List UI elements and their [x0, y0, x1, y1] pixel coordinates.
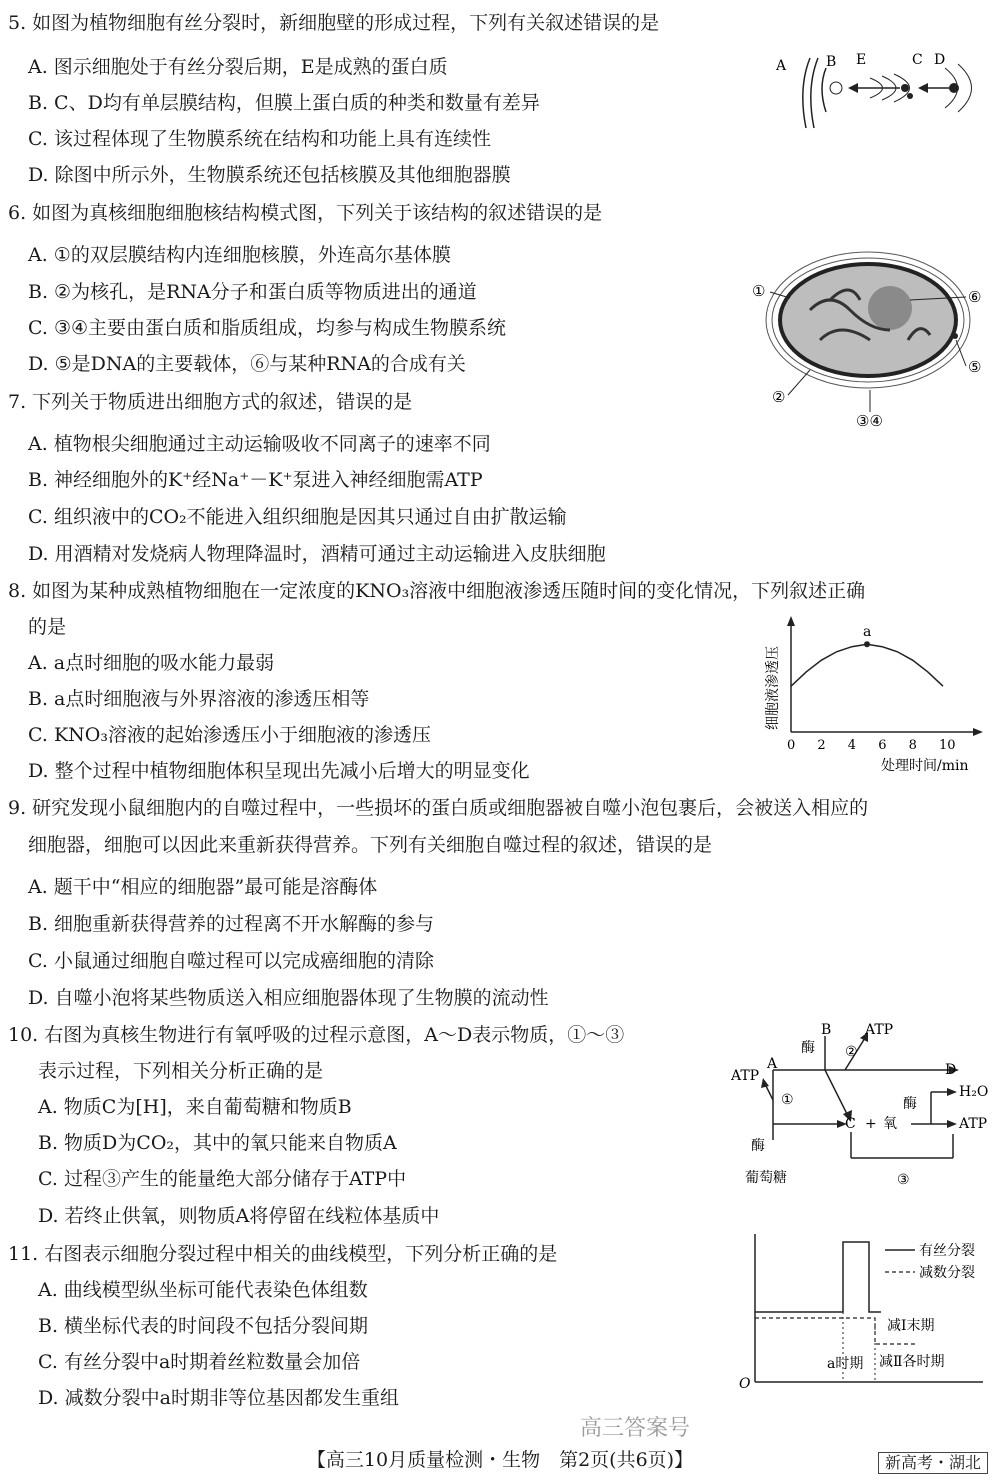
q8-x-tick-label: 10	[939, 738, 956, 753]
q5-label-e: E	[856, 52, 867, 68]
q8-point-a	[864, 641, 870, 647]
q11-division-figure	[735, 1230, 995, 1390]
q6-label-2: ②	[772, 388, 786, 406]
q9-option-b: B. 细胞重新获得营养的过程离不开水解酶的参与	[28, 913, 435, 935]
q7-option-a: A. 植物根尖细胞通过主动运输吸收不同离子的速率不同	[28, 433, 491, 455]
q10-label-process-3: ③	[897, 1172, 910, 1188]
q5-label-b: B	[826, 54, 837, 70]
q10-label-c: C	[845, 1116, 856, 1132]
q9-stem-line1: 9. 研究发现小鼠细胞内的自噬过程中，一些损坏的蛋白质或细胞器被自噬小泡包裹后，会被送入相应的	[8, 797, 869, 819]
q5-label-c: C	[912, 52, 923, 68]
q10-label-process-2: ②	[845, 1044, 858, 1060]
q7-option-c: C. 组织液中的CO₂不能进入组织细胞是因其只通过自由扩散运输	[28, 506, 567, 528]
q8-x-tick-label: 0	[787, 738, 796, 753]
q6-option-a: A. ①的双层膜结构内连细胞核膜，外连高尔基体膜	[28, 244, 451, 266]
q8-series-line	[791, 644, 943, 686]
q10-label-b: B	[821, 1022, 832, 1038]
q8-option-c: C. KNO₃溶液的起始渗透压小于细胞液的渗透压	[28, 724, 431, 746]
q6-label-6: ⑥	[968, 288, 982, 306]
q9-option-c: C. 小鼠通过细胞自噬过程可以完成癌细胞的清除	[28, 950, 434, 972]
q8-y-label: 细胞液渗透压	[765, 646, 781, 730]
q10-label-oxygen: 氧	[883, 1116, 897, 1132]
q10-stem-line2: 表示过程，下列相关分析正确的是	[38, 1060, 324, 1082]
q10-label-a: A	[767, 1056, 778, 1072]
q9-stem-line2: 细胞器，细胞可以因此来重新获得营养。下列有关细胞自噬过程的叙述，错误的是	[28, 834, 713, 856]
q10-option-a: A. 物质C为[H]，来自葡萄糖和物质B	[38, 1096, 352, 1118]
q6-label-5: ⑤	[968, 358, 982, 376]
q5-stem: 5. 如图为植物细胞有丝分裂时，新细胞壁的形成过程，下列有关叙述错误的是	[8, 12, 660, 34]
q6-option-c: C. ③④主要由蛋白质和脂质组成，均参与构成生物膜系统	[28, 317, 507, 339]
q11-option-a: A. 曲线模型纵坐标可能代表染色体组数	[38, 1279, 368, 1301]
q5-option-a: A. 图示细胞处于有丝分裂后期，E是成熟的蛋白质	[28, 56, 448, 78]
q8-x-tick-label: 8	[908, 738, 917, 753]
q11-origin-label: O	[739, 1376, 751, 1390]
q10-stem-line1: 10. 右图为真核生物进行有氧呼吸的过程示意图，A～D表示物质，①～③	[8, 1024, 625, 1046]
q10-label-glucose: 葡萄糖	[745, 1170, 787, 1186]
q5-option-d: D. 除图中所示外，生物膜系统还包括核膜及其他细胞器膜	[28, 164, 511, 186]
q5-option-b: B. C、D均有单层膜结构，但膜上蛋白质的种类和数量有差异	[28, 92, 540, 114]
q7-stem: 7. 下列关于物质进出细胞方式的叙述，错误的是	[8, 391, 413, 413]
q9-option-a: A. 题干中“相应的细胞器”最可能是溶酶体	[28, 876, 378, 898]
q8-x-label: 处理时间/min	[881, 758, 969, 774]
watermark: 高三答案号	[580, 1416, 691, 1441]
q10-label-atp-right: ATP	[959, 1116, 988, 1132]
q10-label-enzyme-3: 酶	[751, 1138, 765, 1154]
q8-x-tick-label: 6	[878, 738, 887, 753]
q8-annotation-a: a	[863, 624, 872, 641]
q7-option-d: D. 用酒精对发烧病人物理降温时，酒精可通过主动运输进入皮肤细胞	[28, 543, 606, 565]
q5-cell-wall-figure	[770, 48, 995, 143]
q11-option-c: C. 有丝分裂中a时期着丝粒数量会加倍	[38, 1351, 361, 1373]
q10-respiration-diagram	[725, 1018, 995, 1193]
q11-legend-meiosis: 减数分裂	[919, 1265, 975, 1281]
q11-label-meiosis1-end: 减Ⅰ末期	[887, 1318, 935, 1334]
q5-option-c: C. 该过程体现了生物膜系统在结构和功能上具有连续性	[28, 128, 491, 150]
q10-label-enzyme-2: 酶	[903, 1096, 917, 1112]
q6-option-b: B. ②为核孔，是RNA分子和蛋白质等物质进出的通道	[28, 281, 477, 303]
q10-label-process-1: ①	[781, 1092, 794, 1108]
q8-option-d: D. 整个过程中植物细胞体积呈现出先减小后增大的明显变化	[28, 760, 530, 782]
q5-label-a: A	[776, 58, 787, 74]
q6-option-d: D. ⑤是DNA的主要载体，⑥与某种RNA的合成有关	[28, 353, 466, 375]
page-footer: 【高三10月质量检测・生物 第2页(共6页)】	[306, 1449, 694, 1471]
q10-label-atp-left: ATP	[731, 1068, 760, 1084]
q8-option-a: A. a点时细胞的吸水能力最弱	[28, 652, 275, 674]
q8-stem-line1: 8. 如图为某种成熟植物细胞在一定浓度的KNO₃溶液中细胞液渗透压随时间的变化情况，下列叙述正确	[8, 580, 866, 602]
q10-label-d: D	[945, 1062, 957, 1078]
q8-x-tick-label: 4	[847, 738, 857, 753]
q11-option-b: B. 横坐标代表的时间段不包括分裂间期	[38, 1315, 369, 1337]
q11-label-a-phase: a时期	[827, 1356, 864, 1372]
q5-label-d: D	[934, 52, 946, 68]
q8-x-tick-label: 2	[817, 738, 826, 753]
q10-label-atp-top: ATP	[865, 1022, 894, 1038]
q6-nucleus-figure	[750, 240, 990, 430]
q11-stem: 11. 右图表示细胞分裂过程中相关的曲线模型，下列分析正确的是	[8, 1243, 558, 1265]
q9-option-d: D. 自噬小泡将某些物质送入相应细胞器体现了生物膜的流动性	[28, 987, 549, 1009]
q6-label-1: ①	[752, 282, 766, 300]
q11-label-meiosis2: 减Ⅱ各时期	[879, 1354, 945, 1370]
q6-label-34: ③④	[856, 412, 883, 430]
q11-legend-mitosis: 有丝分裂	[919, 1243, 975, 1259]
q8-stem-line2: 的是	[28, 616, 67, 638]
region-badge: 新高考・湖北	[878, 1452, 988, 1474]
q10-label-enzyme-1: 酶	[801, 1040, 815, 1056]
q8-osmotic-chart	[755, 612, 995, 777]
q10-option-d: D. 若终止供氧，则物质A将停留在线粒体基质中	[38, 1205, 440, 1227]
q11-mitosis-line	[755, 1242, 881, 1312]
q6-stem: 6. 如图为真核细胞细胞核结构模式图，下列关于该结构的叙述错误的是	[8, 202, 603, 224]
q11-option-d: D. 减数分裂中a时期非等位基因都发生重组	[38, 1387, 399, 1409]
q7-option-b: B. 神经细胞外的K⁺经Na⁺－K⁺泵进入神经细胞需ATP	[28, 469, 483, 491]
q10-option-c: C. 过程③产生的能量绝大部分储存于ATP中	[38, 1168, 407, 1190]
q8-option-b: B. a点时细胞液与外界溶液的渗透压相等	[28, 688, 370, 710]
q10-label-h2o: H₂O	[959, 1084, 989, 1100]
q10-option-b: B. 物质D为CO₂，其中的氧只能来自物质A	[38, 1132, 397, 1154]
q10-label-plus: +	[865, 1116, 877, 1132]
